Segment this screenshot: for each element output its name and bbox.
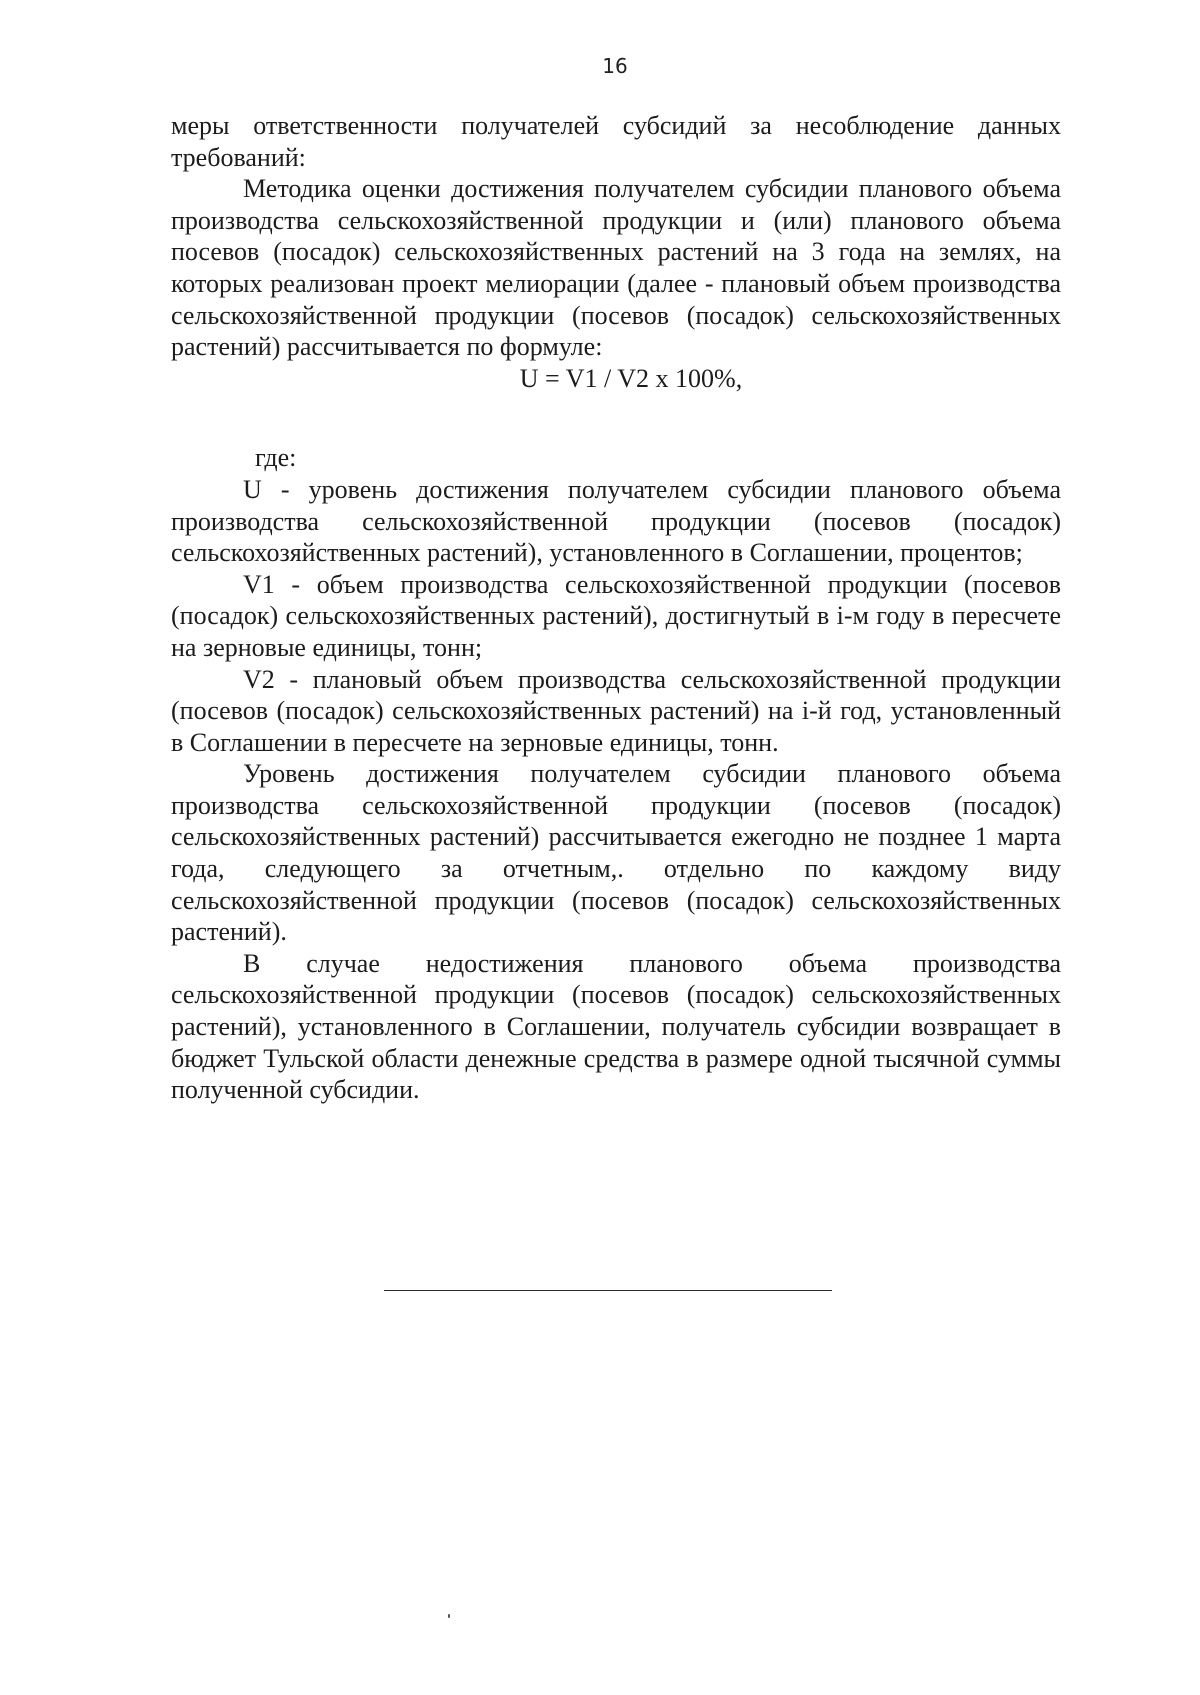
- formula: U = V1 / V2 x 100%,: [519, 363, 743, 393]
- paragraph-methodology: Методика оценки достижения получателем субсидии планового объема производства сельскохозяйственной продукции и (или) планового объема посевов (посадок) сельскохозяйственных растений на 3 года на землях, на которых реализован проект мелиорации (далее - плановый объем производства сельскохозяйственной продукции (посевов (посадок) сельскохозяйственных растений) рассчитывается по формуле:: [171, 174, 1061, 362]
- where-label: где:: [255, 443, 297, 473]
- paragraph-level-calculation: Уровень достижения получателем субсидии планового объема производства сельскохозяйственной продукции (посевов (посадок) сельскохозяйственных растений) рассчитывается ежегодно не позднее 1 марта года, следующего за отчетным,. отдельно по каждому виду сельскохозяйственной продукции (посевов (посадок) сельскохозяйственных растений).: [171, 759, 1061, 947]
- definition-v2: V2 - плановый объем производства сельскохозяйственной продукции (посевов (посадок) сельскохозяйственных растений) на i-й год, установленный в Соглашении в пересчете на зерновые единицы, тонн.: [171, 664, 1061, 757]
- definition-u: U - уровень достижения получателем субсидии планового объема производства сельскохозяйственной продукции (посевов (посадок) сельскохозяйственных растений), установленного в Соглашении, процентов;: [171, 474, 1061, 568]
- paragraph-refund: В случае недостижения планового объема производства сельскохозяйственной продукции (посевов (посадок) сельскохозяйственных растений), установленного в Соглашении, получатель субсидии возвращает в бюджет Тульской области денежные средства в размере одной тысячной суммы полученной субсидии.: [171, 948, 1061, 1105]
- definition-v1: V1 - объем производства сельскохозяйственной продукции (посевов (посадок) сельскохозяйственных растений), достигнутый в i-м году в пересчете на зерновые единицы, тонн;: [171, 569, 1061, 662]
- scan-artifact: [448, 1614, 450, 1618]
- paragraph-responsibility: меры ответственности получателей субсидий за несоблюдение данных требований:: [171, 111, 1061, 172]
- end-separator-line: [384, 1290, 832, 1291]
- page-number: 16: [602, 54, 628, 78]
- document-body: [171, 110, 1061, 1106]
